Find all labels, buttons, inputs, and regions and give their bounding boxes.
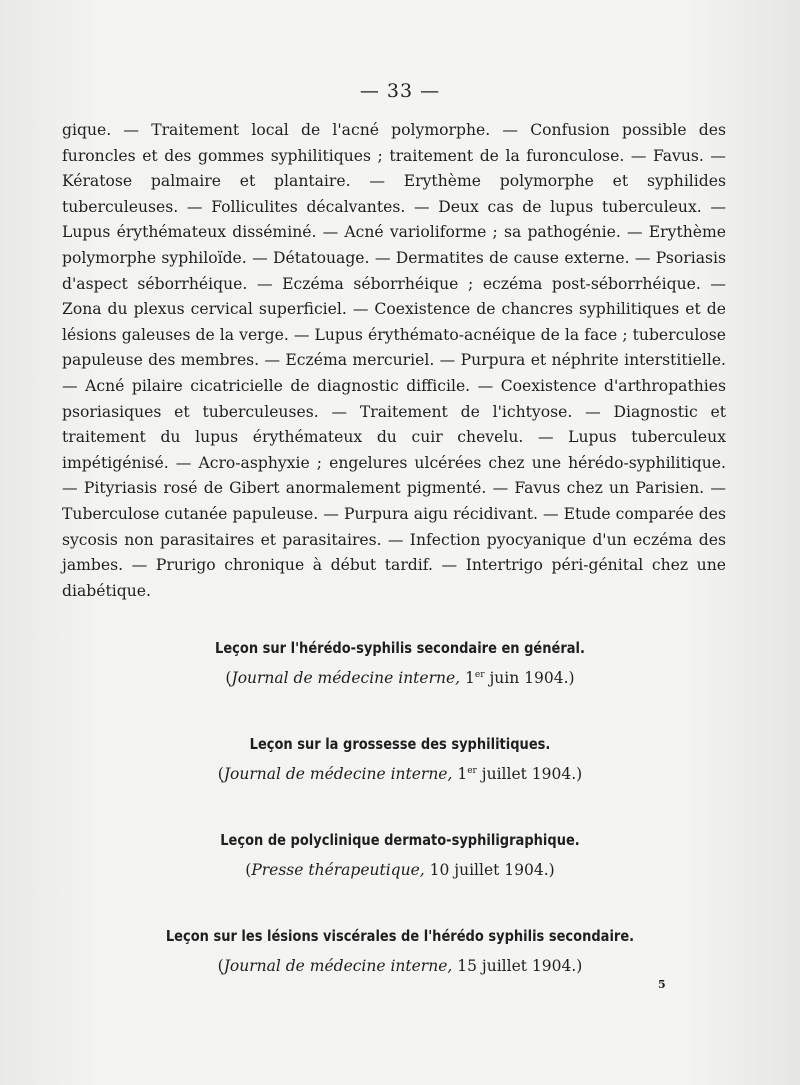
lecture-source: (Journal de médecine interne, 15 juillet 1904.)	[217, 957, 583, 975]
lecture-title: Leçon sur l'hérédo-syphilis secondaire en général.	[215, 640, 585, 657]
lecture-entry	[0, 736, 800, 783]
journal-name: Journal de médecine interne,	[223, 765, 453, 783]
journal-name: Journal de médecine interne,	[223, 957, 453, 975]
lecture-title: Leçon sur la grossesse des syphilitiques.	[249, 736, 551, 753]
journal-name: Presse thérapeutique,	[251, 861, 425, 879]
page-number: — 33 —	[359, 80, 441, 102]
body-paragraph: gique. — Traitement local de l'acné polymorphe. — Confusion possible des furoncles et des gommes syphilitiques ; traitement de la furonculose. — Favus. — Kératose palmaire et plantaire. — Erythème polymorphe et syphilides tuberculeuses. — Folliculites décalvantes. — Deux cas de lupus tuberculeux. — Lupus érythémateux disséminé. — Acné varioliforme ; sa pathogénie. — Erythème polymorphe syphiloïde. — Détatouage. — Dermatites de cause externe. — Psoriasis d'aspect séborrhéique. — Eczéma séborrhéique ; eczéma post-séborrhéique. — Zona du plexus cervical superficiel. — Coexistence de chancres syphilitiques et de lésions galeuses de la verge. — Lupus érythémato-acnéique de la face ; tuberculose papuleuse des membres. — Eczéma mercuriel. — Purpura et néphrite interstitielle. — Acné pilaire cicatricielle de diagnostic difficile. — Coexistence d'arthropathies psoriasiques et tuberculeuses. — Traitement de l'ichtyose. — Diagnostic et traitement du lupus érythémateux du cuir chevelu. — Lupus tuberculeux impétigénisé. — Acro-asphyxie ; engelures ulcérées chez une hérédo-syphilitique. — Pityriasis rosé de Gibert anormalement pigmenté. — Favus chez un Parisien. — Tuberculose cutanée papuleuse. — Purpura aigu récidivant. — Etude comparée des sycosis non parasitaires et parasitaires. — Infection pyocyanique d'un eczéma des jambes. — Prurigo chronique à début tardif. — Intertrigo péri-génital chez une diabétique.	[62, 121, 726, 600]
signature-mark: 5	[658, 978, 666, 991]
journal-name: Journal de médecine interne,	[231, 669, 461, 687]
lecture-source: (Presse thérapeutique, 10 juillet 1904.)	[245, 861, 555, 879]
lecture-entry	[0, 928, 800, 975]
lecture-source: (Journal de médecine interne, 1er juillet 1904.)	[217, 765, 583, 783]
lecture-source: (Journal de médecine interne, 1er juin 1904.)	[225, 669, 575, 687]
lecture-title: Leçon sur les lésions viscérales de l'hérédo syphilis secondaire.	[165, 928, 635, 945]
lecture-entry	[0, 832, 800, 879]
lecture-entry	[0, 640, 800, 687]
lecture-title: Leçon de polyclinique dermato-syphiligraphique.	[220, 832, 580, 849]
